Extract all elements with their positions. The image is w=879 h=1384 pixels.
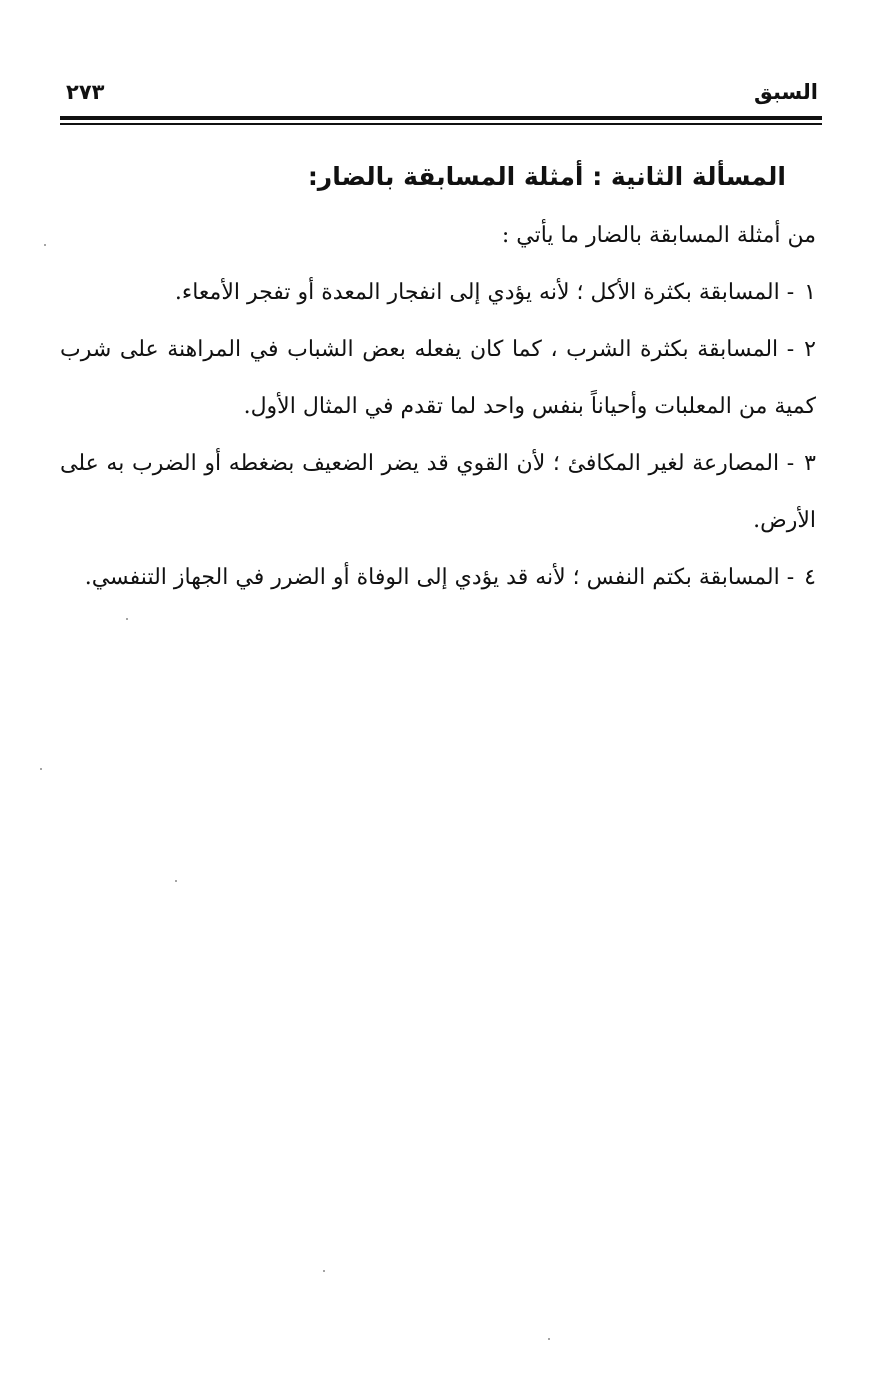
- scan-speck: [44, 244, 46, 246]
- running-title: السبق: [754, 80, 818, 104]
- header-rule-thin: [60, 123, 822, 125]
- scan-speck: [323, 1270, 325, 1272]
- item-text: - المسابقة بكثرة الشرب ، كما كان يفعله بعض الشباب في المراهنة على شرب كمية من المعلبات وأحياناً بنفس واحد لما تقدم في المثال الأول.: [60, 337, 816, 419]
- item-number: ٣: [804, 451, 816, 476]
- list-item: [60, 549, 816, 606]
- item-text: - المسابقة بكثرة الأكل ؛ لأنه يؤدي إلى انفجار المعدة أو تفجر الأمعاء.: [174, 280, 795, 305]
- scan-speck: [175, 880, 177, 882]
- list-item: [60, 435, 816, 549]
- item-text: - المسابقة بكتم النفس ؛ لأنه قد يؤدي إلى الوفاة أو الضرر في الجهاز التنفسي.: [84, 565, 795, 590]
- page-header: [62, 80, 820, 114]
- intro-paragraph: من أمثلة المسابقة بالضار ما يأتي :: [501, 223, 816, 248]
- section-heading: المسألة الثانية : أمثلة المسابقة بالضار:: [307, 162, 786, 191]
- header-rule-thick: [60, 116, 822, 120]
- item-number: ٢: [804, 337, 816, 362]
- list-item: [60, 264, 816, 321]
- item-number: ١: [804, 280, 816, 305]
- page-number: ٢٧٣: [66, 80, 105, 104]
- scan-speck: [40, 768, 42, 770]
- page-body: [60, 155, 816, 606]
- scan-speck: [126, 618, 128, 620]
- item-text: - المصارعة لغير المكافئ ؛ لأن القوي قد يضر الضعيف بضغطه أو الضرب به على الأرض.: [60, 451, 816, 533]
- scan-speck: [548, 1338, 550, 1340]
- list-item: [60, 321, 816, 435]
- item-number: ٤: [804, 565, 816, 590]
